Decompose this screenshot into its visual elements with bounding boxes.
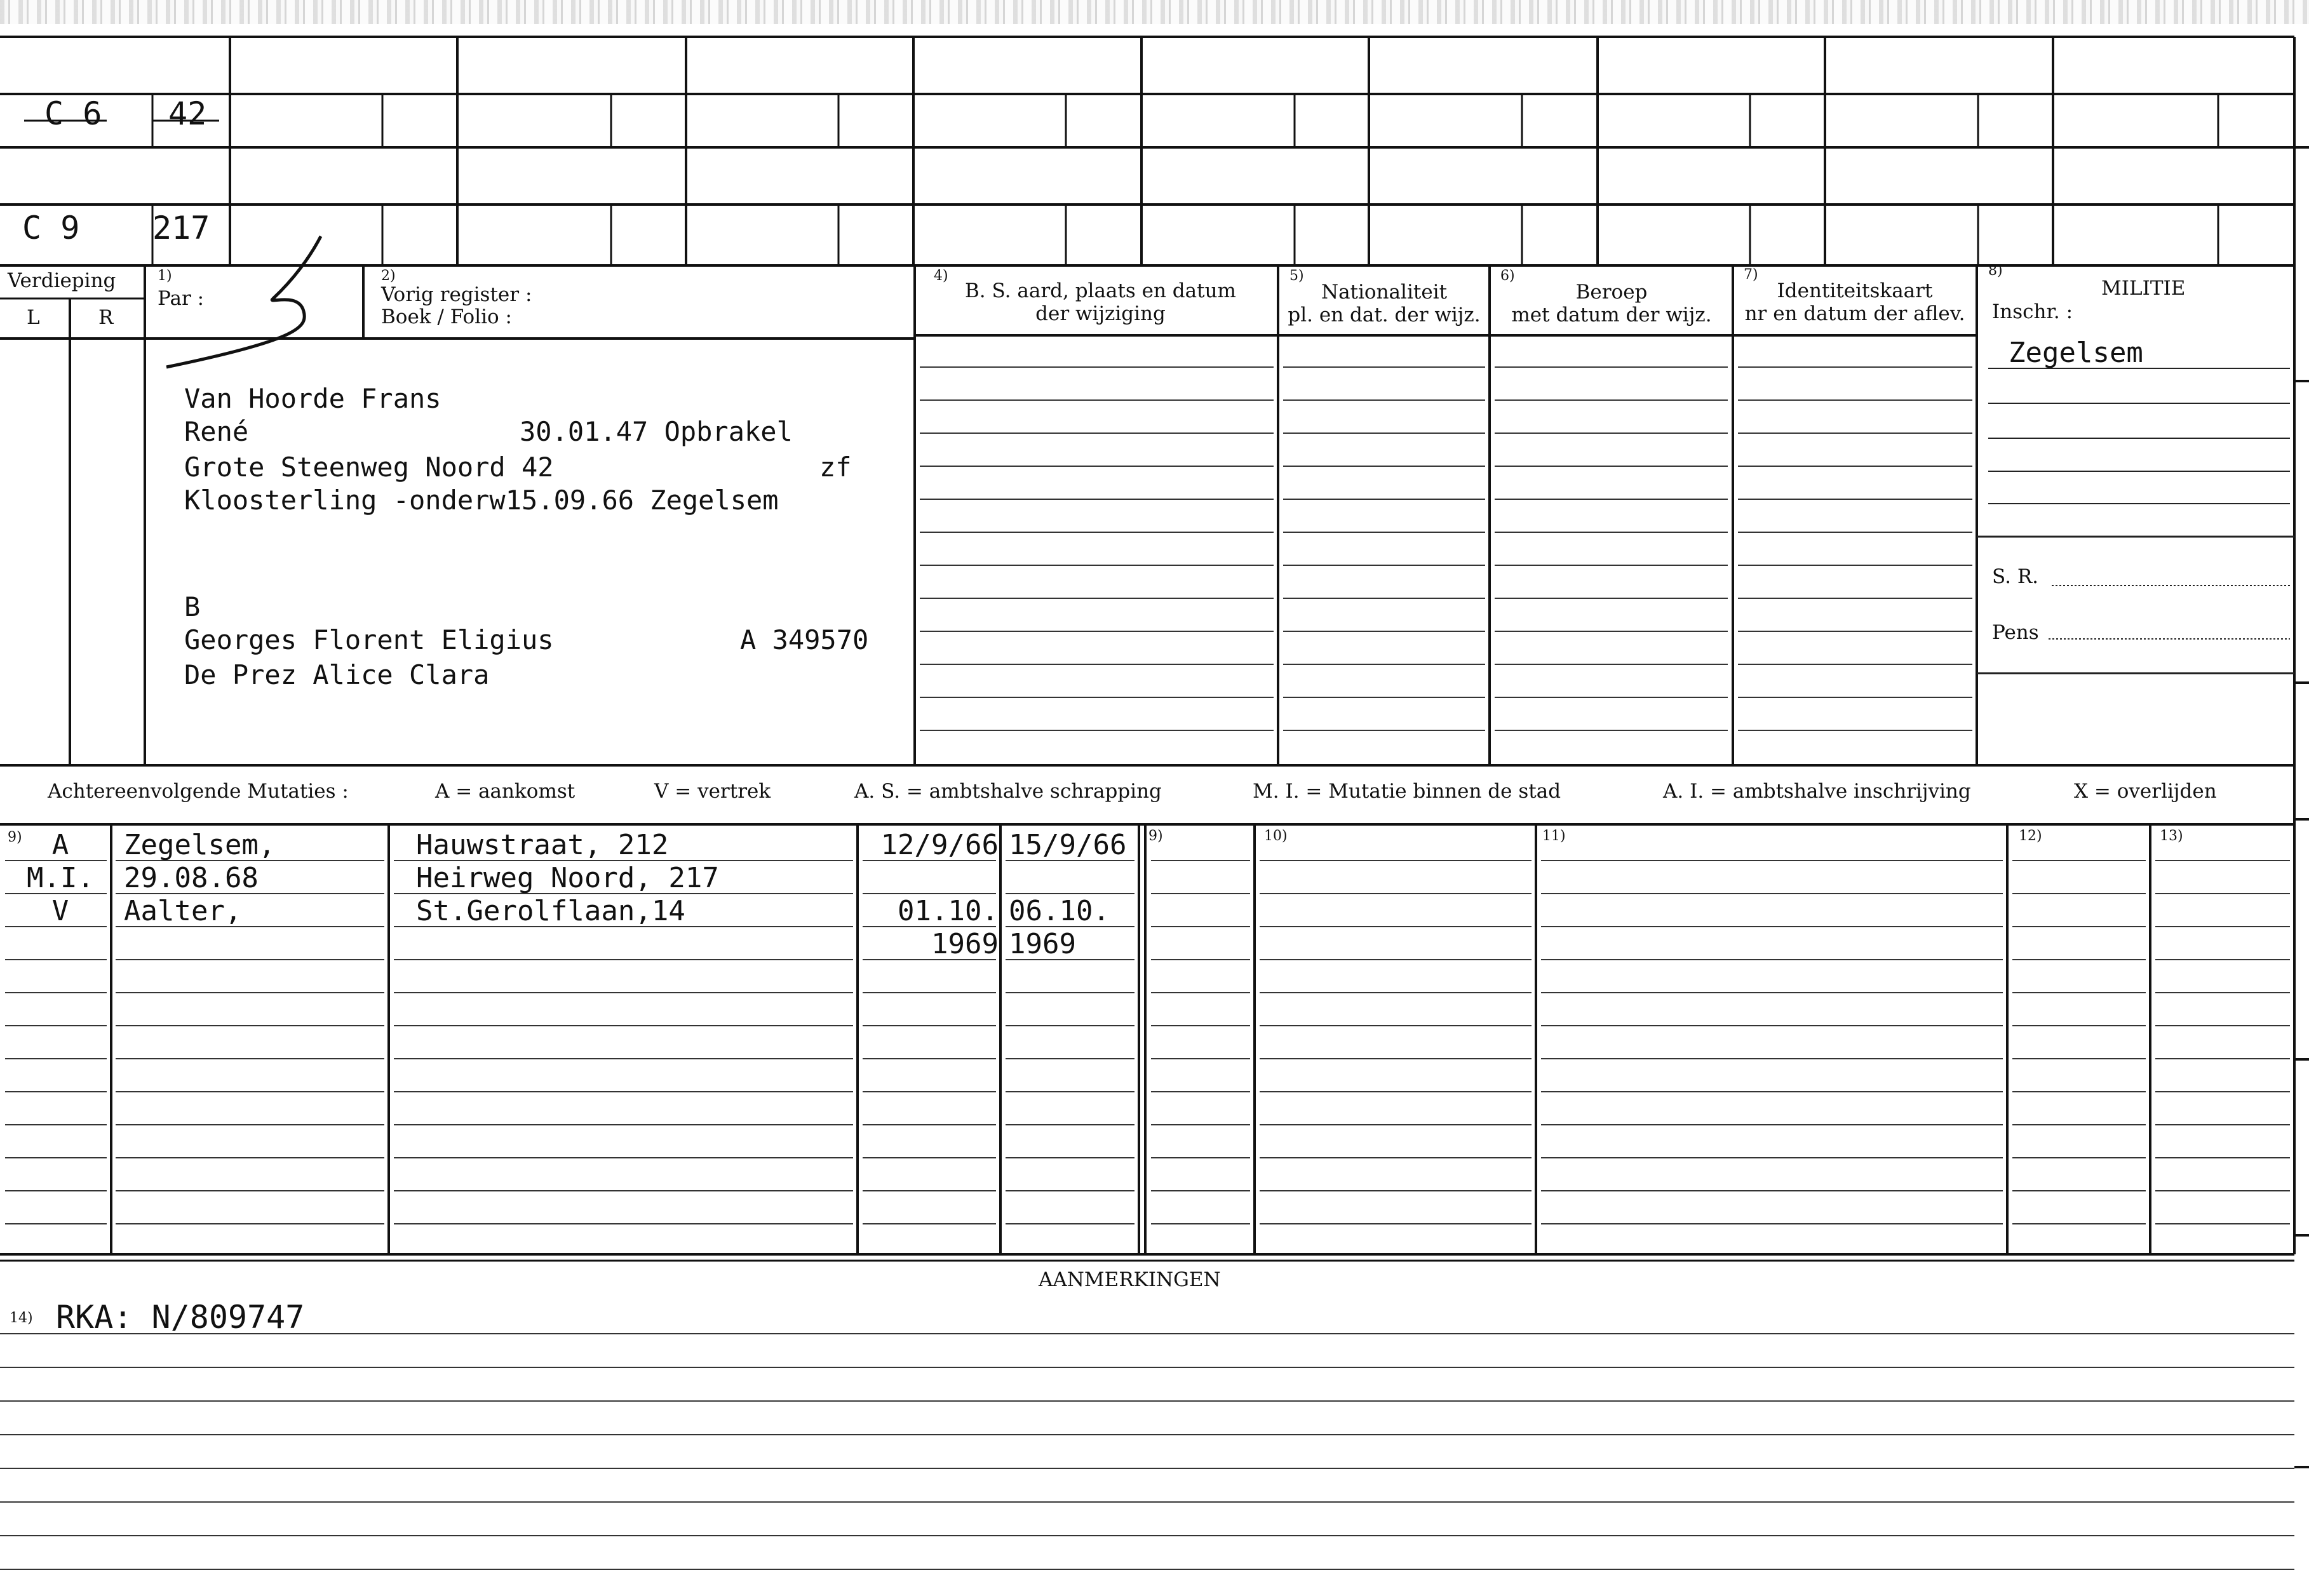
person-status: B xyxy=(184,591,201,622)
vorig-num: 2) xyxy=(381,268,396,284)
mutation-row-4-date1: 1969 xyxy=(931,928,999,960)
mut-col-num-10: 10) xyxy=(1264,828,1288,844)
mut-col-num-12: 12) xyxy=(2019,828,2042,844)
nat-header-line1: Nationaliteit xyxy=(1321,281,1448,304)
par-label: Par : xyxy=(158,287,205,310)
legend-as: A. S. = ambtshalve schrapping xyxy=(854,780,1162,803)
mutation-row-3-code: V xyxy=(51,895,69,927)
inschr-value: Zegelsem xyxy=(2009,337,2143,369)
mutation-row-1-date2: 15/9/66 xyxy=(1009,829,1127,861)
beroep-num: 6) xyxy=(1500,268,1515,284)
mutation-row-3-address: St.Gerolflaan,14 xyxy=(416,895,685,927)
remarks-title: AANMERKINGEN xyxy=(1039,1268,1221,1291)
person-zf: zf xyxy=(819,452,852,483)
militie-title: MILITIE xyxy=(2101,277,2186,300)
person-birth: 30.01.47 Opbrakel xyxy=(520,416,793,447)
legend-title: Achtereenvolgende Mutaties : xyxy=(48,780,349,803)
person-firstname: René xyxy=(184,416,249,447)
mutation-row-3-date1: 01.10. xyxy=(898,895,999,927)
par-num: 1) xyxy=(158,268,172,284)
mutation-row-3-place: Aalter, xyxy=(124,895,242,927)
beroep-header-line2: met datum der wijz. xyxy=(1511,304,1712,326)
legend-mi: M. I. = Mutatie binnen de stad xyxy=(1253,780,1561,803)
mut-col-num-9: 9) xyxy=(1148,828,1163,844)
legend-x: X = overlijden xyxy=(2074,780,2217,803)
bs-header-line2: der wijziging xyxy=(1035,302,1166,325)
nat-num: 5) xyxy=(1289,268,1304,284)
top-sector-c9: C 9 xyxy=(22,210,80,246)
top-number-217: 217 xyxy=(152,210,210,246)
nat-header-line2: pl. en dat. der wijz. xyxy=(1288,304,1481,326)
person-occupation: Kloosterling -onderw15.09.66 Zegelsem xyxy=(184,485,779,516)
remarks-num: 14) xyxy=(10,1310,33,1326)
sr-label: S. R. xyxy=(1992,565,2039,588)
inschr-label: Inschr. : xyxy=(1992,300,2073,323)
mutation-row-1-code: A xyxy=(51,829,69,861)
mut-col-num-13: 13) xyxy=(2160,828,2183,844)
top-number-42: 42 xyxy=(168,95,207,132)
mutation-row-4-date2: 1969 xyxy=(1009,928,1076,960)
mutation-row-2-place: 29.08.68 xyxy=(124,862,259,894)
verdieping-l: L xyxy=(27,306,40,329)
beroep-header-line1: Beroep xyxy=(1575,281,1648,304)
id-header-line1: Identiteitskaart xyxy=(1777,279,1933,302)
legend-a: A = aankomst xyxy=(435,780,576,803)
mut-col-num-9a: 9) xyxy=(8,829,22,845)
top-sector-c6: C 6 xyxy=(44,95,102,132)
boek-folio-label: Boek / Folio : xyxy=(381,305,512,328)
mutation-row-1-date1: 12/9/66 xyxy=(880,829,999,861)
verdieping-label: Verdieping xyxy=(8,269,116,292)
person-id-number: A 349570 xyxy=(740,624,869,655)
verdieping-r: R xyxy=(98,306,114,329)
mutation-row-3-date2: 06.10. xyxy=(1009,895,1110,927)
mutation-row-2-code: M.I. xyxy=(27,862,94,894)
person-address: Grote Steenweg Noord 42 xyxy=(184,452,554,483)
pens-label: Pens xyxy=(1992,621,2039,644)
mut-col-num-11: 11) xyxy=(1542,828,1566,844)
legend-ai: A. I. = ambtshalve inschrijving xyxy=(1663,780,1971,803)
person-mother: De Prez Alice Clara xyxy=(184,659,490,690)
remarks-text: RKA: N/809747 xyxy=(56,1299,305,1336)
person-father: Georges Florent Eligius xyxy=(184,624,554,655)
vorig-register-label: Vorig register : xyxy=(381,283,532,306)
person-name: Van Hoorde Frans xyxy=(184,383,441,414)
mutation-row-1-place: Zegelsem, xyxy=(124,829,276,861)
militie-num: 8) xyxy=(1988,263,2003,279)
mutation-row-1-address: Hauwstraat, 212 xyxy=(416,829,669,861)
id-num: 7) xyxy=(1744,267,1758,283)
bs-header-line1: B. S. aard, plaats en datum xyxy=(965,279,1236,302)
mutation-row-2-address: Heirweg Noord, 217 xyxy=(416,862,719,894)
legend-v: V = vertrek xyxy=(654,780,771,803)
bs-num: 4) xyxy=(934,268,948,284)
id-header-line2: nr en datum der aflev. xyxy=(1744,302,1965,325)
